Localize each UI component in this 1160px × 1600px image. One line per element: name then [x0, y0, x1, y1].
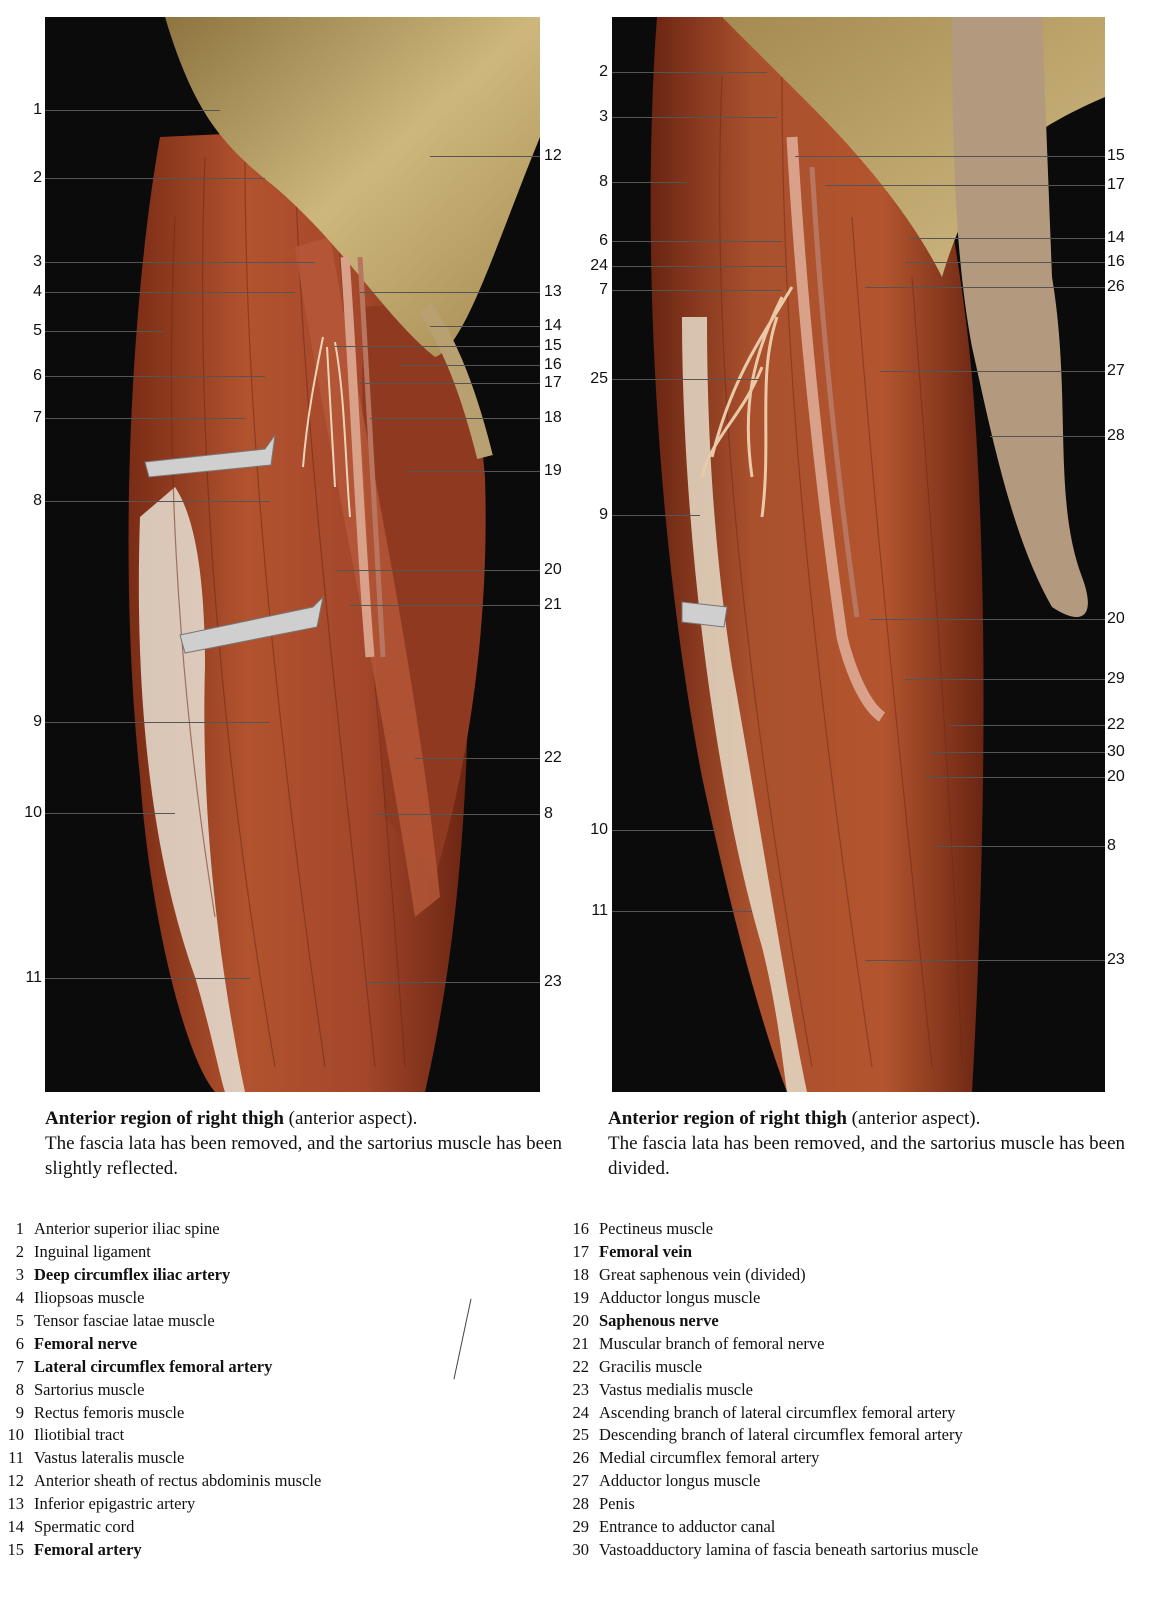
legend-item [0, 1218, 321, 1241]
legend-text: Femoral nerve [34, 1333, 138, 1353]
leader-23 [365, 982, 540, 983]
right-label-23: 23 [1107, 951, 1125, 968]
left-label-22: 22 [544, 749, 562, 766]
leader-r-8 [612, 182, 687, 183]
stray-pen-mark [453, 1299, 471, 1379]
legend-item [565, 1516, 978, 1539]
legend-number: 15 [7, 1539, 24, 1559]
right-label-16: 16 [1107, 253, 1125, 270]
legend-number: 13 [7, 1494, 24, 1514]
legend-left [0, 1218, 321, 1561]
legend-text: Inguinal ligament [34, 1242, 151, 1262]
legend-text: Pectineus muscle [599, 1219, 714, 1239]
leader-r-2 [612, 72, 767, 73]
legend-number: 9 [15, 1402, 24, 1422]
right-label-25: 25 [590, 370, 608, 387]
right-label-20: 20 [1107, 610, 1125, 627]
right-label-29: 29 [1107, 670, 1125, 687]
leader-r-20 [870, 619, 1105, 620]
legend-number: 10 [7, 1425, 24, 1445]
leader-r-17 [825, 185, 1105, 186]
right-caption-text: The fascia lata has been removed, and the sartorius muscle has been divided. [608, 1133, 1126, 1179]
left-label-2: 2 [33, 169, 42, 186]
legend-text: Anterior superior iliac spine [34, 1219, 220, 1239]
leader-r-7 [612, 290, 782, 291]
legend-number: 11 [8, 1448, 24, 1468]
legend-item [565, 1447, 978, 1470]
legend-text: Entrance to adductor canal [599, 1517, 776, 1537]
legend-item [0, 1310, 321, 1333]
legend-number: 3 [15, 1265, 24, 1285]
legend-number: 26 [572, 1448, 589, 1468]
leader-r-20b [925, 777, 1105, 778]
leader-r-15 [795, 156, 1105, 157]
left-caption-title: Anterior region of right thigh [45, 1108, 284, 1129]
leader-r-25 [612, 379, 760, 380]
legend-text: Sartorius muscle [34, 1379, 145, 1399]
legend-text: Penis [599, 1494, 635, 1514]
right-label-15: 15 [1107, 147, 1125, 164]
leader-r-11 [612, 911, 752, 912]
legend-text: Rectus femoris muscle [34, 1402, 185, 1422]
left-label-8b: 8 [544, 805, 553, 822]
leader-r-29 [905, 679, 1105, 680]
left-label-18: 18 [544, 409, 562, 426]
leader-21 [350, 605, 540, 606]
legend-number: 5 [15, 1311, 24, 1330]
right-label-17: 17 [1107, 176, 1125, 193]
left-label-11: 11 [25, 969, 42, 986]
leader-17 [360, 383, 540, 384]
left-label-7: 7 [33, 409, 42, 426]
left-label-6: 6 [33, 367, 42, 384]
legend-item [0, 1516, 321, 1539]
legend-number: 16 [572, 1219, 589, 1239]
legend-number: 14 [7, 1517, 24, 1537]
right-label-9: 9 [599, 506, 608, 523]
leader-r-16 [905, 262, 1105, 263]
right-label-8b: 8 [1107, 837, 1116, 854]
right-label-14: 14 [1107, 229, 1125, 246]
leader-20 [335, 570, 540, 571]
leader-15 [335, 346, 540, 347]
legend-item [565, 1538, 978, 1561]
legend-text: Tensor fasciae latae muscle [34, 1311, 215, 1330]
legend-number: 6 [15, 1333, 24, 1353]
right-label-28: 28 [1107, 427, 1125, 444]
legend-item [565, 1218, 978, 1241]
legend-item [565, 1332, 978, 1355]
leader-14 [430, 326, 540, 327]
left-label-19: 19 [544, 462, 562, 479]
left-label-1: 1 [33, 101, 42, 118]
left-label-8: 8 [33, 492, 42, 509]
leader-8b [375, 814, 540, 815]
legend-number: 24 [572, 1402, 589, 1422]
legend-number: 22 [572, 1356, 589, 1376]
legend-text: Great saphenous vein (divided) [599, 1265, 806, 1285]
left-caption-aspect: (anterior aspect). [283, 1108, 418, 1129]
leader-r-28 [990, 436, 1105, 437]
legend-number: 20 [572, 1311, 589, 1330]
right-label-10: 10 [590, 821, 608, 838]
legend-item [565, 1355, 978, 1378]
legend-item [565, 1241, 978, 1264]
leader-5 [45, 331, 165, 332]
right-label-20b: 20 [1107, 768, 1125, 785]
legend-number: 17 [572, 1242, 589, 1262]
leader-19 [405, 471, 540, 472]
leader-r-3 [612, 117, 777, 118]
leader-r-24 [612, 266, 787, 267]
legend-item [0, 1424, 321, 1447]
legend-item [0, 1401, 321, 1424]
legend-item [0, 1538, 321, 1561]
leader-r-9 [612, 515, 700, 516]
leader-7 [45, 418, 245, 419]
legend-text: Adductor longus muscle [599, 1288, 761, 1308]
left-label-3: 3 [33, 253, 42, 270]
legend-text: Iliotibial tract [34, 1425, 125, 1445]
leader-r-22 [950, 725, 1105, 726]
legend-text: Descending branch of lateral circumflex femoral artery [599, 1425, 963, 1445]
right-label-7: 7 [599, 281, 608, 298]
right-label-30: 30 [1107, 743, 1125, 760]
legend-item [0, 1332, 321, 1355]
legend-text: Femoral artery [34, 1539, 142, 1559]
legend-number: 25 [572, 1425, 589, 1445]
leader-r-8b [935, 846, 1105, 847]
right-label-6: 6 [599, 232, 608, 249]
legend-item [0, 1287, 321, 1310]
legend-item [0, 1264, 321, 1287]
leader-4 [45, 292, 295, 293]
legend-right [565, 1218, 978, 1561]
legend-text: Vastoadductory lamina of fascia beneath sartorius muscle [599, 1539, 979, 1559]
left-caption [45, 1106, 565, 1181]
leader-8 [45, 501, 270, 502]
legend-item [0, 1355, 321, 1378]
legend-item [0, 1493, 321, 1516]
right-caption-title: Anterior region of right thigh [608, 1108, 847, 1129]
legend-number: 27 [572, 1471, 589, 1491]
legend-text: Anterior sheath of rectus abdominis muscle [34, 1471, 322, 1491]
legend-number: 21 [572, 1333, 589, 1353]
left-label-9: 9 [33, 713, 42, 730]
right-label-27: 27 [1107, 362, 1125, 379]
leader-3 [45, 262, 315, 263]
leader-r-10 [612, 830, 717, 831]
legend-text: Deep circumflex iliac artery [34, 1265, 231, 1285]
left-label-16: 16 [544, 356, 562, 373]
legend-text: Muscular branch of femoral nerve [599, 1333, 825, 1353]
legend-text: Medial circumflex femoral artery [599, 1448, 820, 1468]
legend-item [565, 1493, 978, 1516]
legend-number: 12 [7, 1471, 24, 1491]
legend-text: Gracilis muscle [599, 1356, 703, 1376]
legend-number: 19 [572, 1288, 589, 1308]
legend-text: Vastus medialis muscle [599, 1379, 753, 1399]
right-caption [608, 1106, 1128, 1181]
legend-item [565, 1287, 978, 1310]
legend-number: 18 [572, 1265, 589, 1285]
leader-16 [400, 365, 540, 366]
legend-text: Saphenous nerve [599, 1311, 719, 1330]
right-dissection-photo [612, 17, 1105, 1092]
legend-number: 8 [15, 1379, 24, 1399]
left-label-10: 10 [24, 804, 42, 821]
legend-item [0, 1241, 321, 1264]
left-label-4: 4 [33, 283, 42, 300]
leader-22 [415, 758, 540, 759]
leader-r-27 [880, 371, 1105, 372]
leader-9 [45, 722, 270, 723]
legend-item [0, 1470, 321, 1493]
left-label-20: 20 [544, 561, 562, 578]
legend-number: 28 [572, 1494, 589, 1514]
legend-text: Lateral circumflex femoral artery [34, 1356, 273, 1376]
leader-r-26 [865, 287, 1105, 288]
leader-2 [45, 178, 265, 179]
legend-item [0, 1447, 321, 1470]
legend-text: Inferior epigastric artery [34, 1494, 196, 1514]
leader-10 [45, 813, 175, 814]
legend-number: 23 [572, 1379, 589, 1399]
leader-12 [430, 156, 540, 157]
leader-r-30 [930, 752, 1105, 753]
leader-11 [45, 978, 250, 979]
legend-item [565, 1378, 978, 1401]
legend-item [0, 1378, 321, 1401]
legend-number: 2 [15, 1242, 24, 1262]
legend-text: Vastus lateralis muscle [34, 1448, 185, 1468]
legend-number: 30 [572, 1539, 589, 1559]
legend-item [565, 1470, 978, 1493]
left-label-13: 13 [544, 283, 562, 300]
left-label-12: 12 [544, 147, 562, 164]
right-label-3: 3 [599, 108, 608, 125]
right-label-11: 11 [591, 902, 608, 919]
legend-item [565, 1424, 978, 1447]
leader-r-14 [910, 238, 1105, 239]
left-label-15: 15 [544, 337, 562, 354]
right-label-2: 2 [599, 63, 608, 80]
legend-text: Adductor longus muscle [599, 1471, 761, 1491]
left-label-21: 21 [544, 596, 562, 613]
left-label-23: 23 [544, 973, 562, 990]
legend-number: 7 [15, 1356, 24, 1376]
legend-number: 29 [572, 1517, 589, 1537]
right-label-22: 22 [1107, 716, 1125, 733]
legend-item [565, 1401, 978, 1424]
right-label-8: 8 [599, 173, 608, 190]
legend-text: Iliopsoas muscle [34, 1288, 145, 1308]
legend-text: Femoral vein [599, 1242, 693, 1262]
left-label-5: 5 [33, 322, 42, 339]
leader-13 [360, 292, 540, 293]
left-label-17: 17 [544, 374, 562, 391]
legend-number: 4 [15, 1288, 24, 1308]
legend-item [565, 1264, 978, 1287]
right-caption-aspect: (anterior aspect). [846, 1108, 981, 1129]
right-label-24: 24 [590, 257, 608, 274]
legend-text: Spermatic cord [34, 1517, 135, 1537]
right-label-26: 26 [1107, 278, 1125, 295]
leader-18 [370, 418, 540, 419]
right-thigh-illustration [612, 17, 1105, 1092]
leader-1 [45, 110, 220, 111]
legend-item [565, 1310, 978, 1333]
left-label-14: 14 [544, 317, 562, 334]
legend-text: Ascending branch of lateral circumflex femoral artery [599, 1402, 956, 1422]
leader-r-6 [612, 241, 782, 242]
leader-r-23 [865, 960, 1105, 961]
left-caption-text: The fascia lata has been removed, and the sartorius muscle has been slightly reflected. [45, 1133, 563, 1179]
legend-number: 1 [15, 1219, 24, 1239]
leader-6 [45, 376, 265, 377]
